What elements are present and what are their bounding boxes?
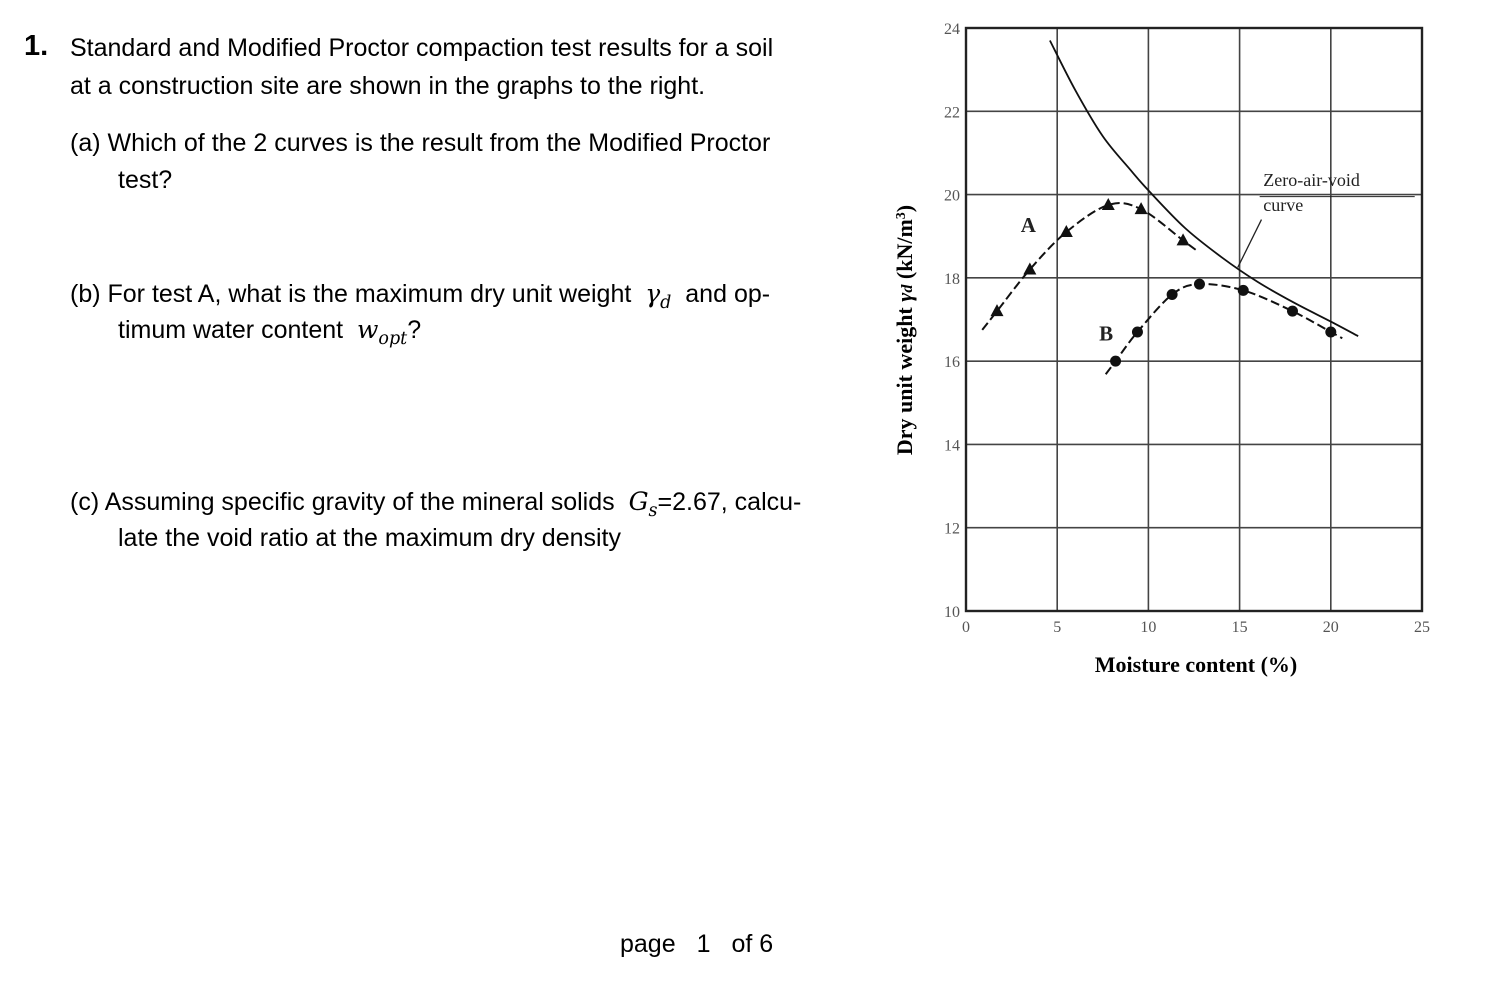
part-b-text: (b) For test A, what is the maximum dry unit weight <box>70 280 632 308</box>
gamma-d-symbol: $\gamma_d$ <box>645 279 672 314</box>
annotation-a: A <box>1020 213 1036 238</box>
circle-marker <box>1110 356 1121 367</box>
gs-symbol: $G_s$ <box>628 487 658 522</box>
page-indicator <box>620 930 787 959</box>
circle-marker <box>1238 285 1249 296</box>
x-axis-label: Moisture content (%) <box>1094 652 1298 677</box>
chart-axes <box>944 21 1430 636</box>
triangle-marker <box>1177 233 1190 245</box>
x-tick-label: 25 <box>1414 619 1430 636</box>
annotation-b: B <box>1099 321 1114 346</box>
circle-marker <box>1194 279 1205 290</box>
plot-frame <box>966 28 1422 611</box>
annotation-curve: curve <box>1263 195 1304 216</box>
circle-marker <box>1167 289 1178 300</box>
y-tick-label: 24 <box>944 21 960 38</box>
part-c-line1 <box>70 487 801 521</box>
part-b-text2: timum water content <box>118 316 344 344</box>
x-tick-label: 5 <box>1053 619 1062 636</box>
annotation-zero-air-void: Zero-air-void <box>1263 170 1360 191</box>
x-tick-label: 20 <box>1322 619 1339 636</box>
y-axis-label: Dry unit weight γd $(kN/m^3)$ <box>892 204 917 456</box>
chart-annotations <box>1021 170 1415 345</box>
question-intro-line1: Standard and Modified Proctor compaction test results for a soil <box>70 34 774 62</box>
page-word: page <box>620 930 676 958</box>
y-tick-label: 16 <box>944 354 960 372</box>
question-intro-line2: at a construction site are shown in the graphs to the right. <box>70 72 706 100</box>
y-tick-label: 18 <box>944 270 960 288</box>
chart-grid <box>966 28 1422 611</box>
part-c-text-end: =2.67, calcu- <box>657 488 802 516</box>
circle-marker <box>1325 326 1336 337</box>
x-tick-label: 15 <box>1231 619 1248 636</box>
y-tick-label: 20 <box>944 187 960 205</box>
x-tick-label: 0 <box>962 619 970 636</box>
part-c-line2: late the void ratio at the maximum dry density <box>118 524 622 552</box>
y-tick-label: 10 <box>944 604 960 621</box>
y-tick-label: 22 <box>944 104 960 122</box>
y-tick-label: 14 <box>944 437 960 455</box>
w-opt-symbol: $w_{opt}$ <box>357 315 408 350</box>
page-number: 1 <box>696 930 711 958</box>
circle-marker <box>1287 306 1298 317</box>
part-b-line1 <box>70 279 770 313</box>
part-a-line1: (a) Which of the 2 curves is the result from the Modified Proctor <box>70 129 771 157</box>
page-total: of 6 <box>731 930 774 958</box>
zav-leader-line <box>1238 220 1262 268</box>
x-tick-label: 10 <box>1140 619 1157 636</box>
series-line-a <box>982 203 1195 330</box>
part-c-text: (c) Assuming specific gravity of the mineral solids <box>70 488 615 516</box>
part-b-line2: timum water content $w_{opt}$? <box>118 315 422 350</box>
y-tick-label: 12 <box>944 520 960 538</box>
compaction-chart <box>880 0 1480 700</box>
triangle-marker <box>1060 225 1073 237</box>
part-a-line2: test? <box>118 166 173 194</box>
part-b-text-end: and op- <box>685 280 771 308</box>
question-number: 1. <box>24 30 49 62</box>
circle-marker <box>1132 326 1143 337</box>
